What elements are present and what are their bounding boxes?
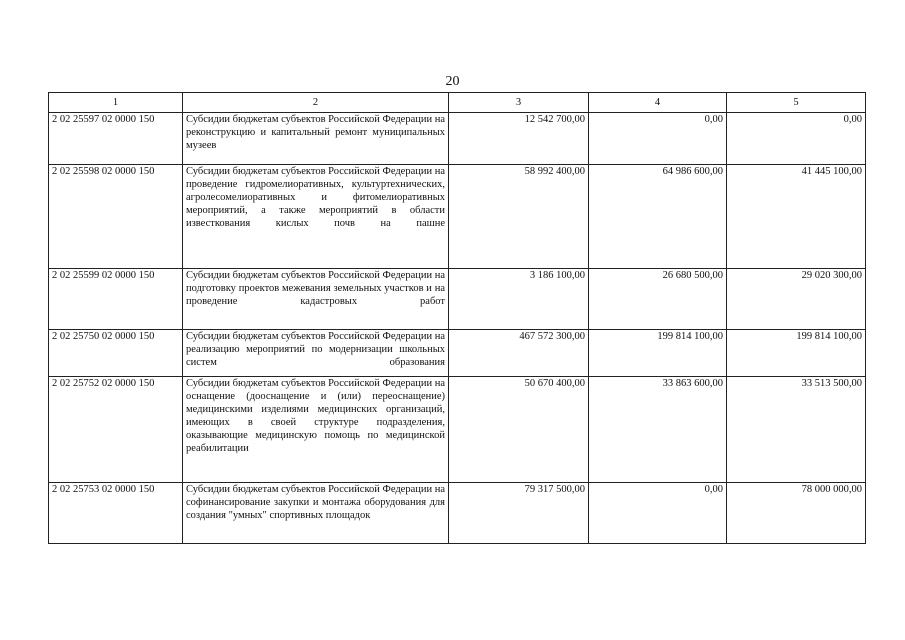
amount-col3: 12 542 700,00	[449, 113, 589, 165]
budget-code: 2 02 25750 02 0000 150	[49, 330, 183, 377]
column-header-1: 1	[49, 93, 183, 113]
amount-col4: 0,00	[589, 113, 727, 165]
row-description: Субсидии бюджетам субъектов Российской Федерации на софинансирование закупки и монтажа оборудования для создания "умных" спортивных площадок	[183, 483, 449, 544]
amount-col4: 199 814 100,00	[589, 330, 727, 377]
table-row	[49, 330, 866, 377]
amount-col5: 0,00	[727, 113, 866, 165]
budget-code: 2 02 25597 02 0000 150	[49, 113, 183, 165]
amount-col3: 3 186 100,00	[449, 269, 589, 330]
column-header-5: 5	[727, 93, 866, 113]
column-header-3: 3	[449, 93, 589, 113]
table-row	[49, 483, 866, 544]
budget-code: 2 02 25753 02 0000 150	[49, 483, 183, 544]
amount-col3: 467 572 300,00	[449, 330, 589, 377]
amount-col5: 78 000 000,00	[727, 483, 866, 544]
table-row	[49, 113, 866, 165]
amount-col3: 79 317 500,00	[449, 483, 589, 544]
budget-table	[48, 92, 866, 544]
amount-col5: 41 445 100,00	[727, 165, 866, 269]
table-row	[49, 377, 866, 483]
amount-col4: 33 863 600,00	[589, 377, 727, 483]
row-description: Субсидии бюджетам субъектов Российской Федерации на реконструкцию и капитальный ремонт муниципальных музеев	[183, 113, 449, 165]
column-header-4: 4	[589, 93, 727, 113]
budget-code: 2 02 25598 02 0000 150	[49, 165, 183, 269]
amount-col3: 50 670 400,00	[449, 377, 589, 483]
row-description: Субсидии бюджетам субъектов Российской Федерации на подготовку проектов межевания земельных участков и на проведение кадастровых работ	[183, 269, 449, 330]
table-row	[49, 165, 866, 269]
amount-col5: 29 020 300,00	[727, 269, 866, 330]
budget-code: 2 02 25599 02 0000 150	[49, 269, 183, 330]
row-description: Субсидии бюджетам субъектов Российской Федерации на оснащение (дооснащение и (или) переоснащение) медицинскими изделиями медицинских организаций, имеющих в своей структуре подразделения, оказывающие медицинскую помощь по медицинской реабилитации	[183, 377, 449, 483]
amount-col4: 26 680 500,00	[589, 269, 727, 330]
column-header-2: 2	[183, 93, 449, 113]
page-number: 20	[445, 74, 460, 89]
amount-col4: 64 986 600,00	[589, 165, 727, 269]
amount-col5: 199 814 100,00	[727, 330, 866, 377]
table-row	[49, 269, 866, 330]
amount-col3: 58 992 400,00	[449, 165, 589, 269]
budget-code: 2 02 25752 02 0000 150	[49, 377, 183, 483]
row-description: Субсидии бюджетам субъектов Российской Федерации на проведение гидромелиоративных, культуртехнических, агролесомелиоративных и фитомелиоративных мероприятий, а также мероприятий в области известкования кислых почв на пашне	[183, 165, 449, 269]
row-description: Субсидии бюджетам субъектов Российской Федерации на реализацию мероприятий по модернизации школьных систем образования	[183, 330, 449, 377]
amount-col5: 33 513 500,00	[727, 377, 866, 483]
header-row	[49, 93, 866, 113]
amount-col4: 0,00	[589, 483, 727, 544]
